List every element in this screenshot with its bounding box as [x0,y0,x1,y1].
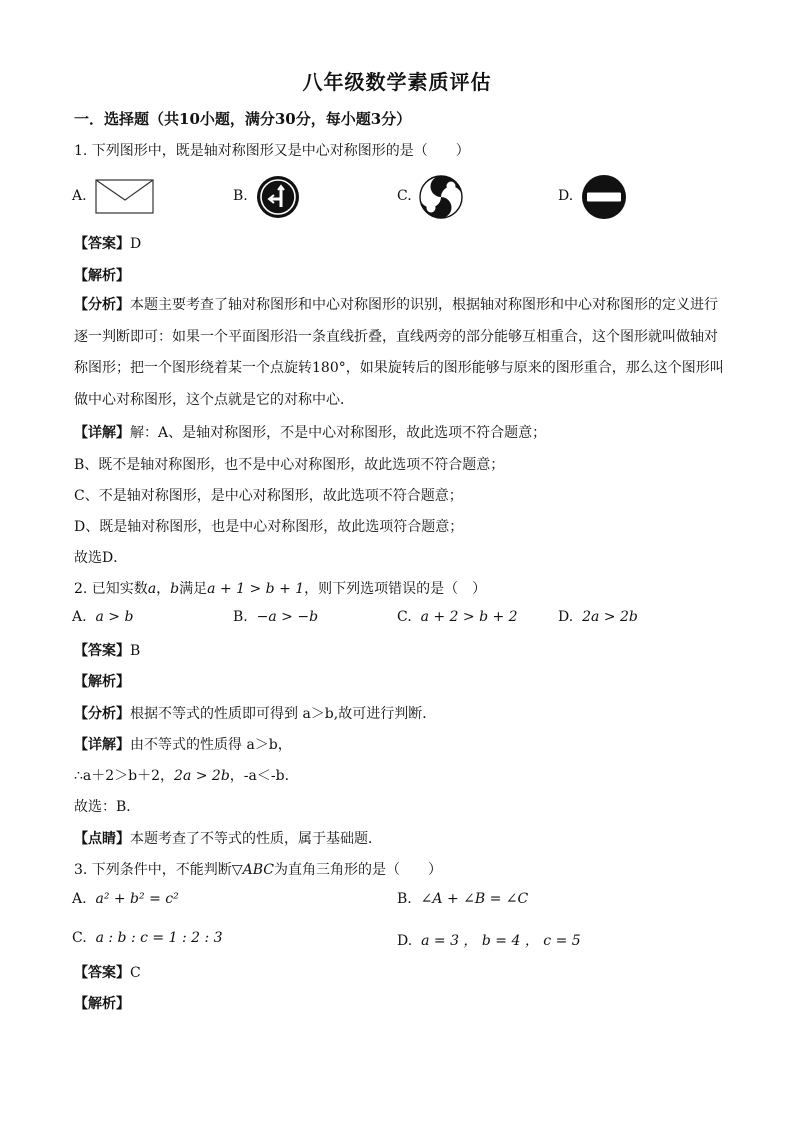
q1-analysis-paragraph [74,290,724,416]
q2-stem-mid: 满足 [179,581,208,597]
q1-answer-value: D [130,236,142,252]
fenxi-tag: 【分析】 [74,706,130,722]
q2-option-d-expr: 2a > 2b [582,609,638,625]
q2-option-c [397,609,518,625]
q1-option-b-label: B. [233,188,248,204]
q2-detail-2-post: ，-a＜-b． [229,768,299,784]
q3-stem-post: 为直角三角形的是（ ） [273,862,442,878]
q2-analysis-text: 根据不等式的性质即可得到 a＞b,故可进行判断． [130,706,437,722]
q3-option-a-expr: a² + b² = c² [95,891,179,907]
answer-tag: 【答案】 [74,643,130,659]
q2-option-c-expr: a + 2 > b + 2 [420,609,518,625]
section-heading: 一．选择题（共10小题，满分30分，每小题3分） [74,110,412,128]
q2-var-a: a [147,581,157,597]
q1-detail-line-4: D、既是轴对称图形，也是中心对称图形，故此选项符合题意； [74,519,464,535]
q2-option-c-label: C. [397,609,412,625]
question-1-stem: 1. 下列图形中，既是轴对称图形又是中心对称图形的是（ ） [74,143,470,159]
q2-stem-pre: 2. 已知实数 [74,581,148,597]
q1-option-a-label: A. [72,188,87,204]
question-2-stem [74,578,486,598]
q2-sep: ， [156,581,171,597]
no-entry-icon [581,174,627,220]
answer-tag: 【答案】 [74,236,130,252]
answer-tag: 【答案】 [74,965,130,981]
q1-option-d-label: D. [558,188,574,204]
q2-analysis-heading [74,671,130,691]
q3-option-b-label: B. [397,891,412,907]
q3-option-a-label: A. [72,891,87,907]
q3-option-b-expr: ∠A + ∠B = ∠C [420,891,529,907]
turn-sign-icon [256,175,300,219]
q1-detail-text-1: 解：A、是轴对称图形，不是中心对称图形，故此选项不符合题意； [130,425,547,441]
q3-option-d-label: D. [397,933,413,949]
q1-option-c-label: C. [397,188,412,204]
q2-var-b: b [170,581,180,597]
q1-analysis-heading [74,265,130,285]
q3-option-b [397,891,528,907]
q2-choice: 故选：B． [74,799,141,815]
q2-detail-2-pre: ∴a＋2＞b＋2， [74,768,175,784]
q1-detail-line-2: B、既不是轴对称图形，也不是中心对称图形，故此选项不符合题意； [74,457,505,473]
q2-detail-text-1: 由不等式的性质得 a＞b， [130,737,292,753]
q2-option-a [72,609,133,625]
analysis-tag: 【解析】 [74,996,130,1012]
q1-analysis-text: 本题主要考查了轴对称图形和中心对称图形的识别，根据轴对称图形和中心对称图形的定义进行逐一判断即可：如果一个平面图形沿一条直线折叠，直线两旁的部分能够互相重合，这个图形就叫做轴对称图形；把一个图形绕着某一个点旋转180°，如果旋转后的图形能够与原来的图形重合，那么这个图形叫做中心对称图形，这个点就是它的对称中心． [74,297,724,408]
q2-answer-value: B [130,643,141,659]
q3-answer-value: C [130,965,141,981]
analysis-tag: 【解析】 [74,674,130,690]
q2-option-a-label: A. [72,609,87,625]
analysis-tag: 【解析】 [74,268,130,284]
q2-condition: a + 1 > b + 1 [207,581,305,597]
q3-answer [74,962,141,982]
q1-answer [74,233,141,253]
q3-option-c-expr: a : b : c = 1 : 2 : 3 [95,930,223,946]
q2-stem-post: ，则下列选项错误的是（ ） [304,581,487,597]
q2-option-a-expr: a > b [95,609,134,625]
dianjing-tag: 【点睛】 [74,831,130,847]
q3-option-a [72,891,179,907]
fenxi-tag: 【分析】 [74,297,130,313]
q3-analysis-heading [74,993,130,1013]
q2-detail-line-1 [74,734,292,754]
q2-option-b-expr: −a > −b [256,609,319,625]
q2-detail-line-2 [74,765,299,785]
q3-option-d [397,930,581,950]
q3-triangle: ▽ABC [231,862,274,878]
page-title: 八年级数学素质评估 [302,70,492,94]
q3-stem-pre: 3. 下列条件中，不能判断 [74,862,232,878]
detail-tag: 【详解】 [74,737,130,753]
question-3-stem [74,859,442,879]
q2-detail-2-expr: 2a > 2b [174,768,230,784]
q2-option-b-label: B. [233,609,248,625]
q2-fenxi-line [74,703,436,723]
q2-option-b [233,609,318,625]
q3-option-d-expr: a = 3 ， b = 4 ， c = 5 [421,933,581,949]
q2-option-d [558,609,638,625]
q2-answer [74,640,140,660]
q1-detail-line-3: C、不是轴对称图形，是中心对称图形，故此选项不符合题意； [74,488,463,504]
swirl-icon [418,174,464,220]
q3-option-c-label: C. [72,930,87,946]
envelope-icon [95,179,155,215]
q1-detail-line-1 [74,422,546,442]
q1-detail-line-5: 故选D． [74,550,128,566]
q2-dianjing-line [74,828,382,848]
q3-option-c [72,930,223,946]
detail-tag: 【详解】 [74,425,130,441]
q2-option-d-label: D. [558,609,574,625]
q2-dianjing-text: 本题考查了不等式的性质，属于基础题． [130,831,382,847]
